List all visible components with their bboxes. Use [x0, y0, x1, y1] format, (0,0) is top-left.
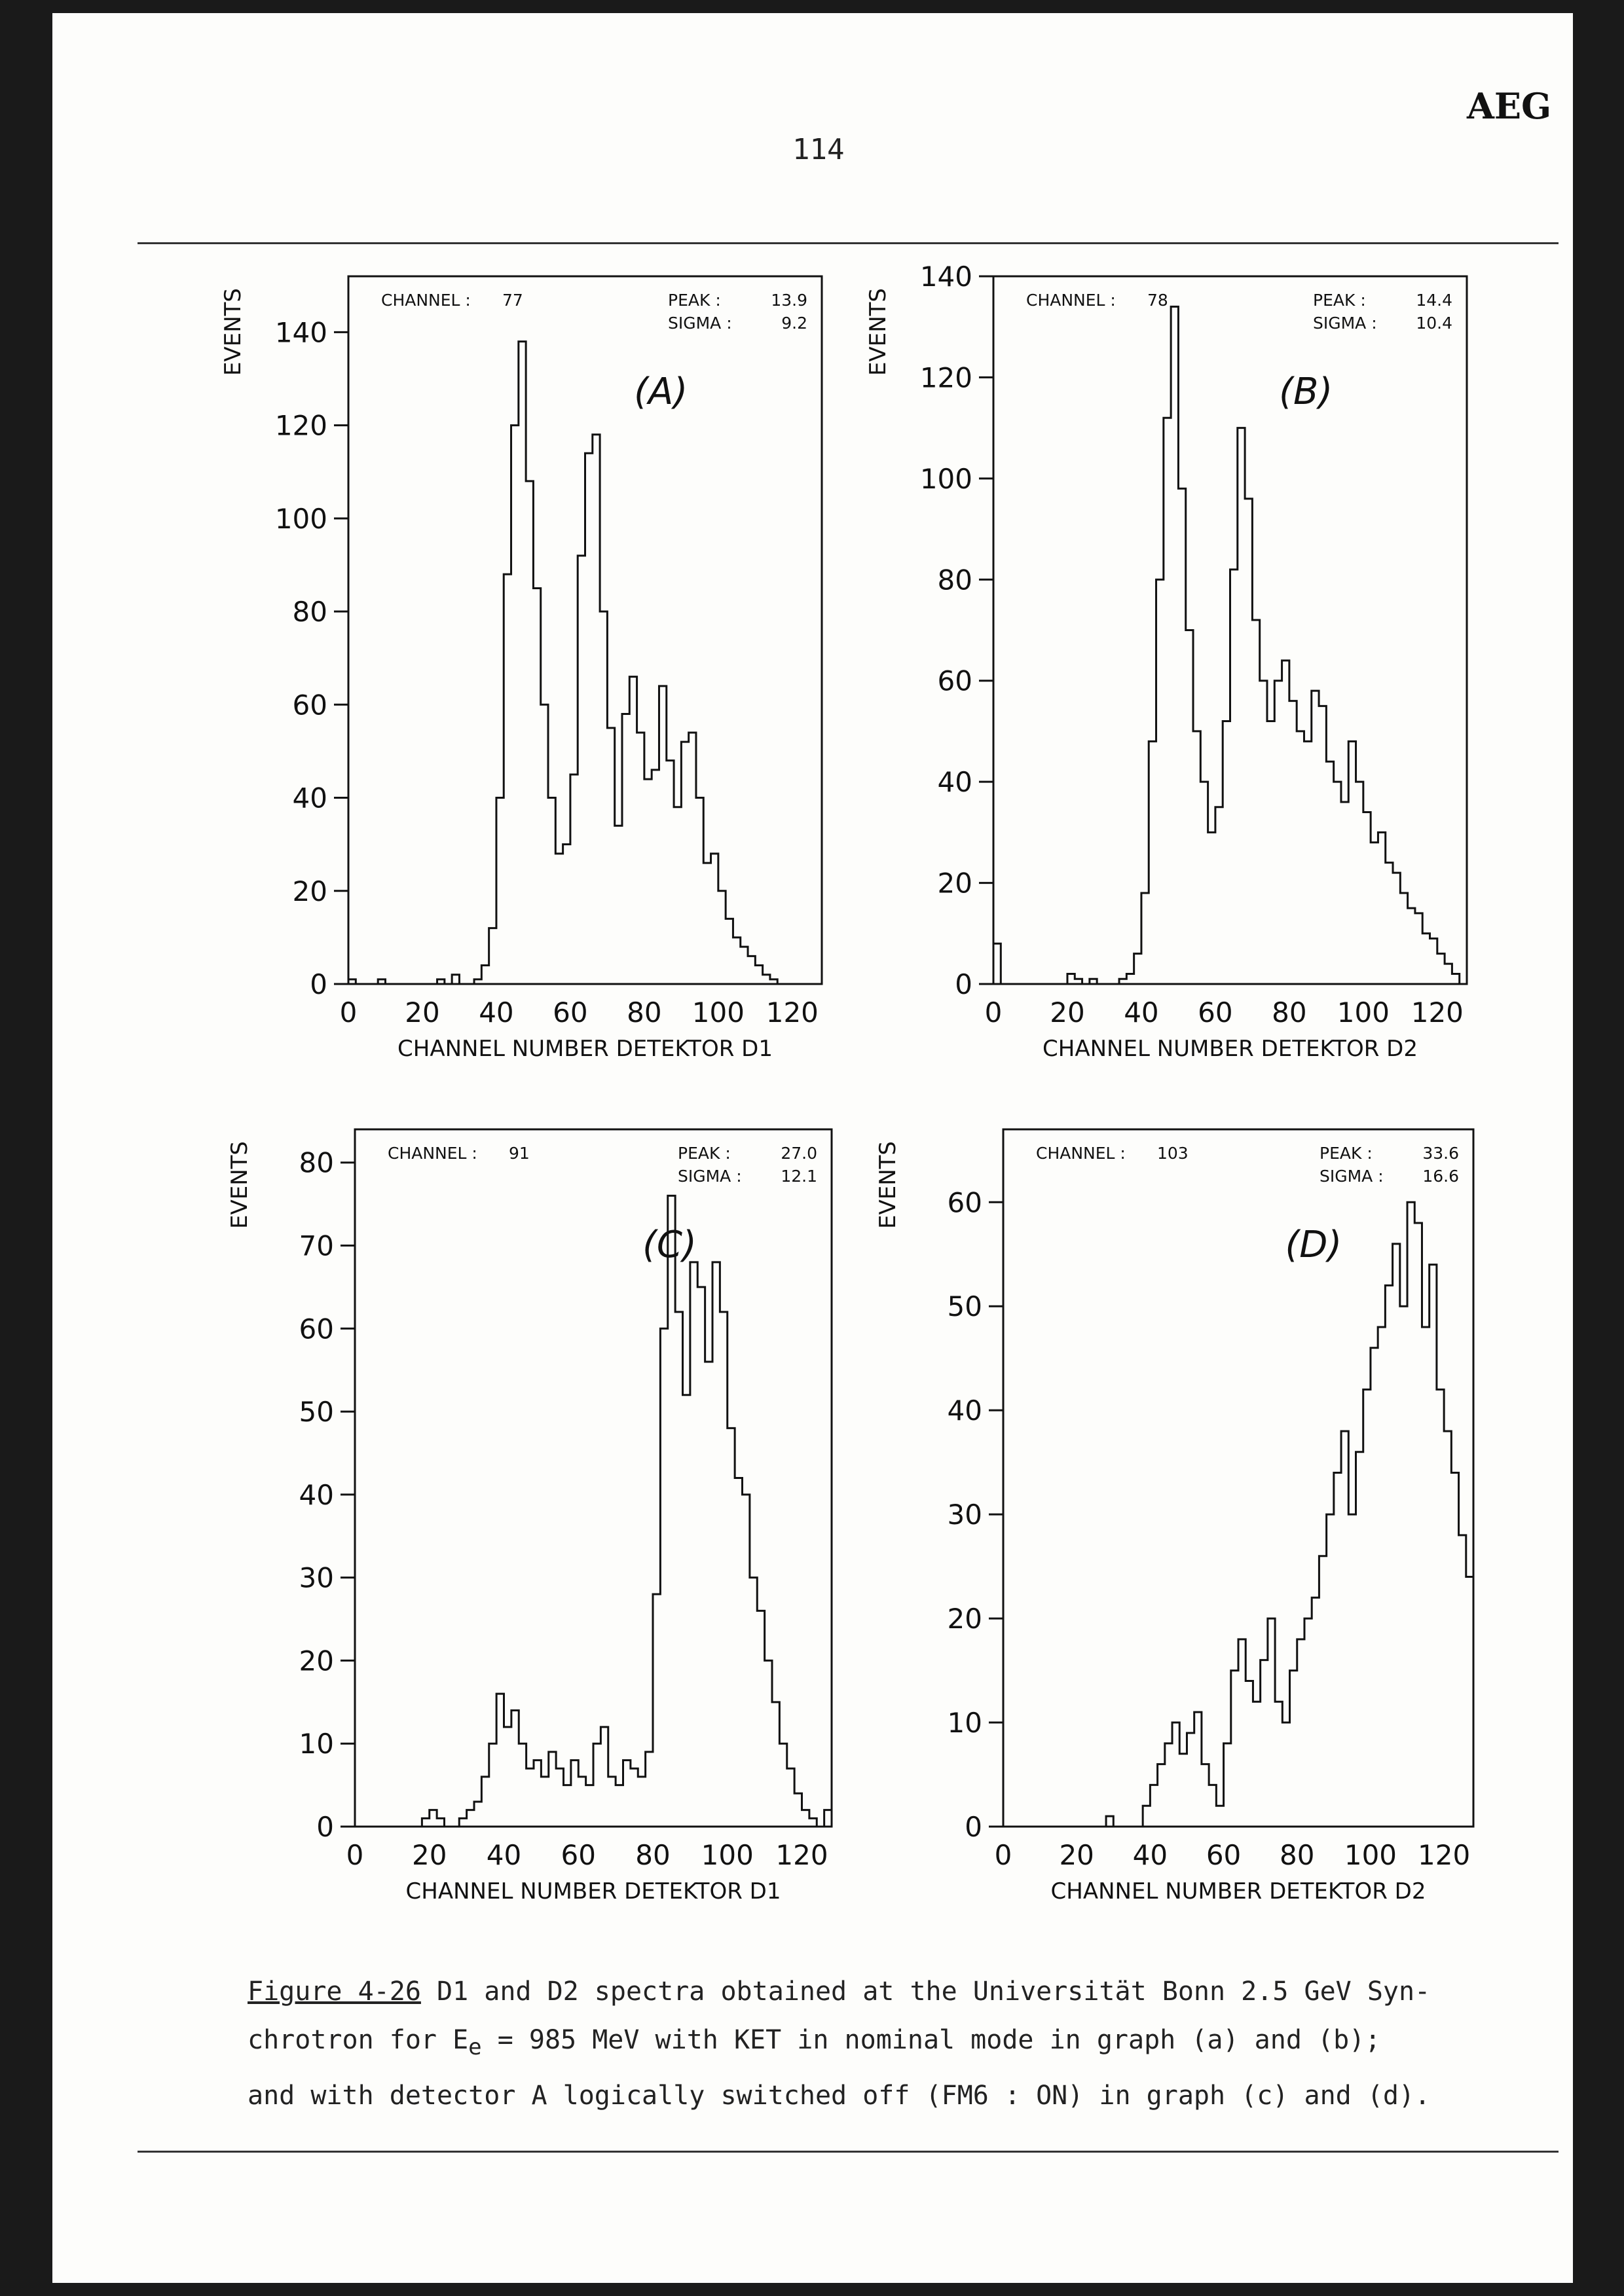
x-tick-label: 0: [994, 1839, 1012, 1871]
y-tick-label: 30: [947, 1499, 982, 1531]
figure-charts: [52, 13, 1573, 1912]
channel-label: CHANNEL :: [1026, 291, 1116, 310]
y-tick-label: 80: [299, 1146, 334, 1179]
histogram-series: [355, 1195, 832, 1827]
peak-label: PEAK :: [668, 291, 721, 310]
caption-line-2: [248, 2016, 1557, 2071]
x-tick-label: 40: [479, 996, 514, 1029]
caption-text-2b: = 985 MeV with KET in nominal mode in graph (a) and (b);: [481, 2025, 1381, 2055]
y-axis-label: EVENTS: [227, 1140, 253, 1230]
channel-value: 77: [502, 291, 523, 310]
page-number: 114: [792, 133, 845, 166]
figure-reference: Figure 4-26: [248, 1977, 421, 2007]
x-tick-label: 0: [984, 996, 1003, 1029]
y-tick-label: 100: [274, 502, 327, 535]
sigma-value: 16.6: [1422, 1167, 1459, 1186]
x-tick-label: 20: [412, 1839, 447, 1871]
y-tick-label: 80: [937, 564, 972, 596]
bottom-divider: [138, 2151, 1559, 2153]
y-axis-label: EVENTS: [875, 1140, 901, 1230]
caption-subscript: e: [468, 2034, 482, 2060]
channel-label: CHANNEL :: [1036, 1144, 1126, 1163]
sigma-value: 10.4: [1416, 314, 1452, 333]
x-tick-label: 60: [1206, 1839, 1242, 1871]
y-tick-label: 40: [937, 766, 972, 799]
y-tick-label: 120: [274, 409, 327, 442]
panel-label: (D): [1285, 1224, 1342, 1266]
chart-panel-3: [227, 1129, 832, 1904]
peak-value: 27.0: [781, 1144, 817, 1163]
y-tick-label: 20: [937, 867, 972, 900]
peak-value: 13.9: [771, 291, 807, 310]
figure-caption: [248, 1967, 1557, 2120]
x-tick-label: 0: [346, 1839, 364, 1871]
plot-frame: [355, 1129, 832, 1827]
y-tick-label: 60: [937, 665, 972, 697]
x-tick-label: 80: [635, 1839, 671, 1871]
y-tick-label: 40: [299, 1478, 334, 1511]
y-tick-label: 0: [955, 968, 972, 1000]
y-tick-label: 20: [947, 1603, 982, 1635]
sigma-label: SIGMA :: [678, 1167, 742, 1186]
chart-panel-1: [220, 276, 822, 1062]
x-tick-label: 80: [627, 996, 662, 1029]
x-axis-label: CHANNEL NUMBER DETEKTOR D2: [1043, 1036, 1418, 1062]
x-tick-label: 120: [1418, 1839, 1471, 1871]
y-tick-label: 120: [919, 361, 972, 394]
x-tick-label: 100: [1337, 996, 1390, 1029]
sigma-label: SIGMA :: [1313, 314, 1377, 333]
y-tick-label: 0: [965, 1811, 982, 1843]
histogram-series: [348, 342, 822, 984]
peak-value: 14.4: [1416, 291, 1452, 310]
x-tick-label: 100: [1344, 1839, 1397, 1871]
x-tick-label: 60: [553, 996, 588, 1029]
x-tick-label: 40: [486, 1839, 522, 1871]
y-tick-label: 140: [274, 316, 327, 349]
channel-value: 91: [509, 1144, 530, 1163]
peak-label: PEAK :: [1313, 291, 1366, 310]
y-tick-label: 50: [299, 1396, 334, 1429]
channel-value: 103: [1157, 1144, 1189, 1163]
caption-line-3: [248, 2071, 1557, 2120]
x-tick-label: 80: [1272, 996, 1307, 1029]
y-tick-label: 20: [299, 1645, 334, 1677]
caption-text-2a: chrotron for E: [248, 2025, 469, 2055]
y-axis-label: EVENTS: [865, 287, 891, 376]
histogram-series: [1003, 1202, 1473, 1827]
channel-label: CHANNEL :: [381, 291, 471, 310]
y-tick-label: 0: [316, 1811, 334, 1843]
panel-label: (A): [634, 371, 688, 413]
chart-panel-4: [875, 1129, 1473, 1904]
y-tick-label: 0: [310, 968, 327, 1000]
x-tick-label: 60: [1198, 996, 1233, 1029]
panel-label: (C): [642, 1224, 697, 1266]
y-tick-label: 60: [292, 689, 327, 721]
x-axis-label: CHANNEL NUMBER DETEKTOR D1: [397, 1036, 773, 1062]
x-tick-label: 20: [405, 996, 440, 1029]
y-tick-label: 30: [299, 1561, 334, 1594]
panel-label: (B): [1279, 371, 1333, 413]
y-tick-label: 60: [299, 1313, 334, 1345]
x-axis-label: CHANNEL NUMBER DETEKTOR D1: [405, 1878, 781, 1904]
brand-logo: AEG: [1467, 85, 1552, 127]
x-tick-label: 0: [339, 996, 358, 1029]
y-tick-label: 40: [292, 782, 327, 814]
y-tick-label: 20: [292, 875, 327, 907]
x-tick-label: 60: [561, 1839, 596, 1871]
channel-value: 78: [1147, 291, 1168, 310]
peak-label: PEAK :: [678, 1144, 731, 1163]
x-tick-label: 20: [1050, 996, 1085, 1029]
peak-label: PEAK :: [1320, 1144, 1373, 1163]
document-sheet: [52, 13, 1573, 2283]
plot-frame: [1003, 1129, 1473, 1827]
sigma-label: SIGMA :: [1320, 1167, 1384, 1186]
caption-text-3: and with detector A logically switched off (FM6 : ON) in graph (c) and (d).: [248, 2081, 1431, 2111]
x-tick-label: 40: [1132, 1839, 1168, 1871]
y-axis-label: EVENTS: [220, 287, 246, 376]
x-tick-label: 120: [766, 996, 819, 1029]
y-tick-label: 70: [299, 1230, 334, 1262]
histogram-series: [993, 306, 1467, 984]
peak-value: 33.6: [1422, 1144, 1459, 1163]
sigma-value: 12.1: [781, 1167, 817, 1186]
y-tick-label: 40: [947, 1394, 982, 1427]
y-tick-label: 100: [919, 462, 972, 495]
x-tick-label: 20: [1059, 1839, 1094, 1871]
sigma-value: 9.2: [781, 314, 807, 333]
x-tick-label: 120: [1411, 996, 1464, 1029]
y-tick-label: 10: [947, 1707, 982, 1740]
x-tick-label: 80: [1280, 1839, 1315, 1871]
caption-text-1: D1 and D2 spectra obtained at the Universität Bonn 2.5 GeV Syn-: [420, 1977, 1431, 2007]
channel-label: CHANNEL :: [388, 1144, 477, 1163]
x-tick-label: 100: [692, 996, 745, 1029]
chart-panel-2: [865, 261, 1467, 1062]
y-tick-label: 10: [299, 1728, 334, 1760]
x-tick-label: 100: [701, 1839, 754, 1871]
y-tick-label: 80: [292, 596, 327, 629]
y-tick-label: 60: [947, 1186, 982, 1219]
x-tick-label: 40: [1124, 996, 1159, 1029]
caption-line-1: [248, 1967, 1557, 2016]
x-axis-label: CHANNEL NUMBER DETEKTOR D2: [1050, 1878, 1426, 1904]
plot-frame: [348, 276, 822, 984]
y-tick-label: 140: [919, 261, 972, 293]
x-tick-label: 120: [775, 1839, 828, 1871]
sigma-label: SIGMA :: [668, 314, 732, 333]
y-tick-label: 50: [947, 1290, 982, 1323]
